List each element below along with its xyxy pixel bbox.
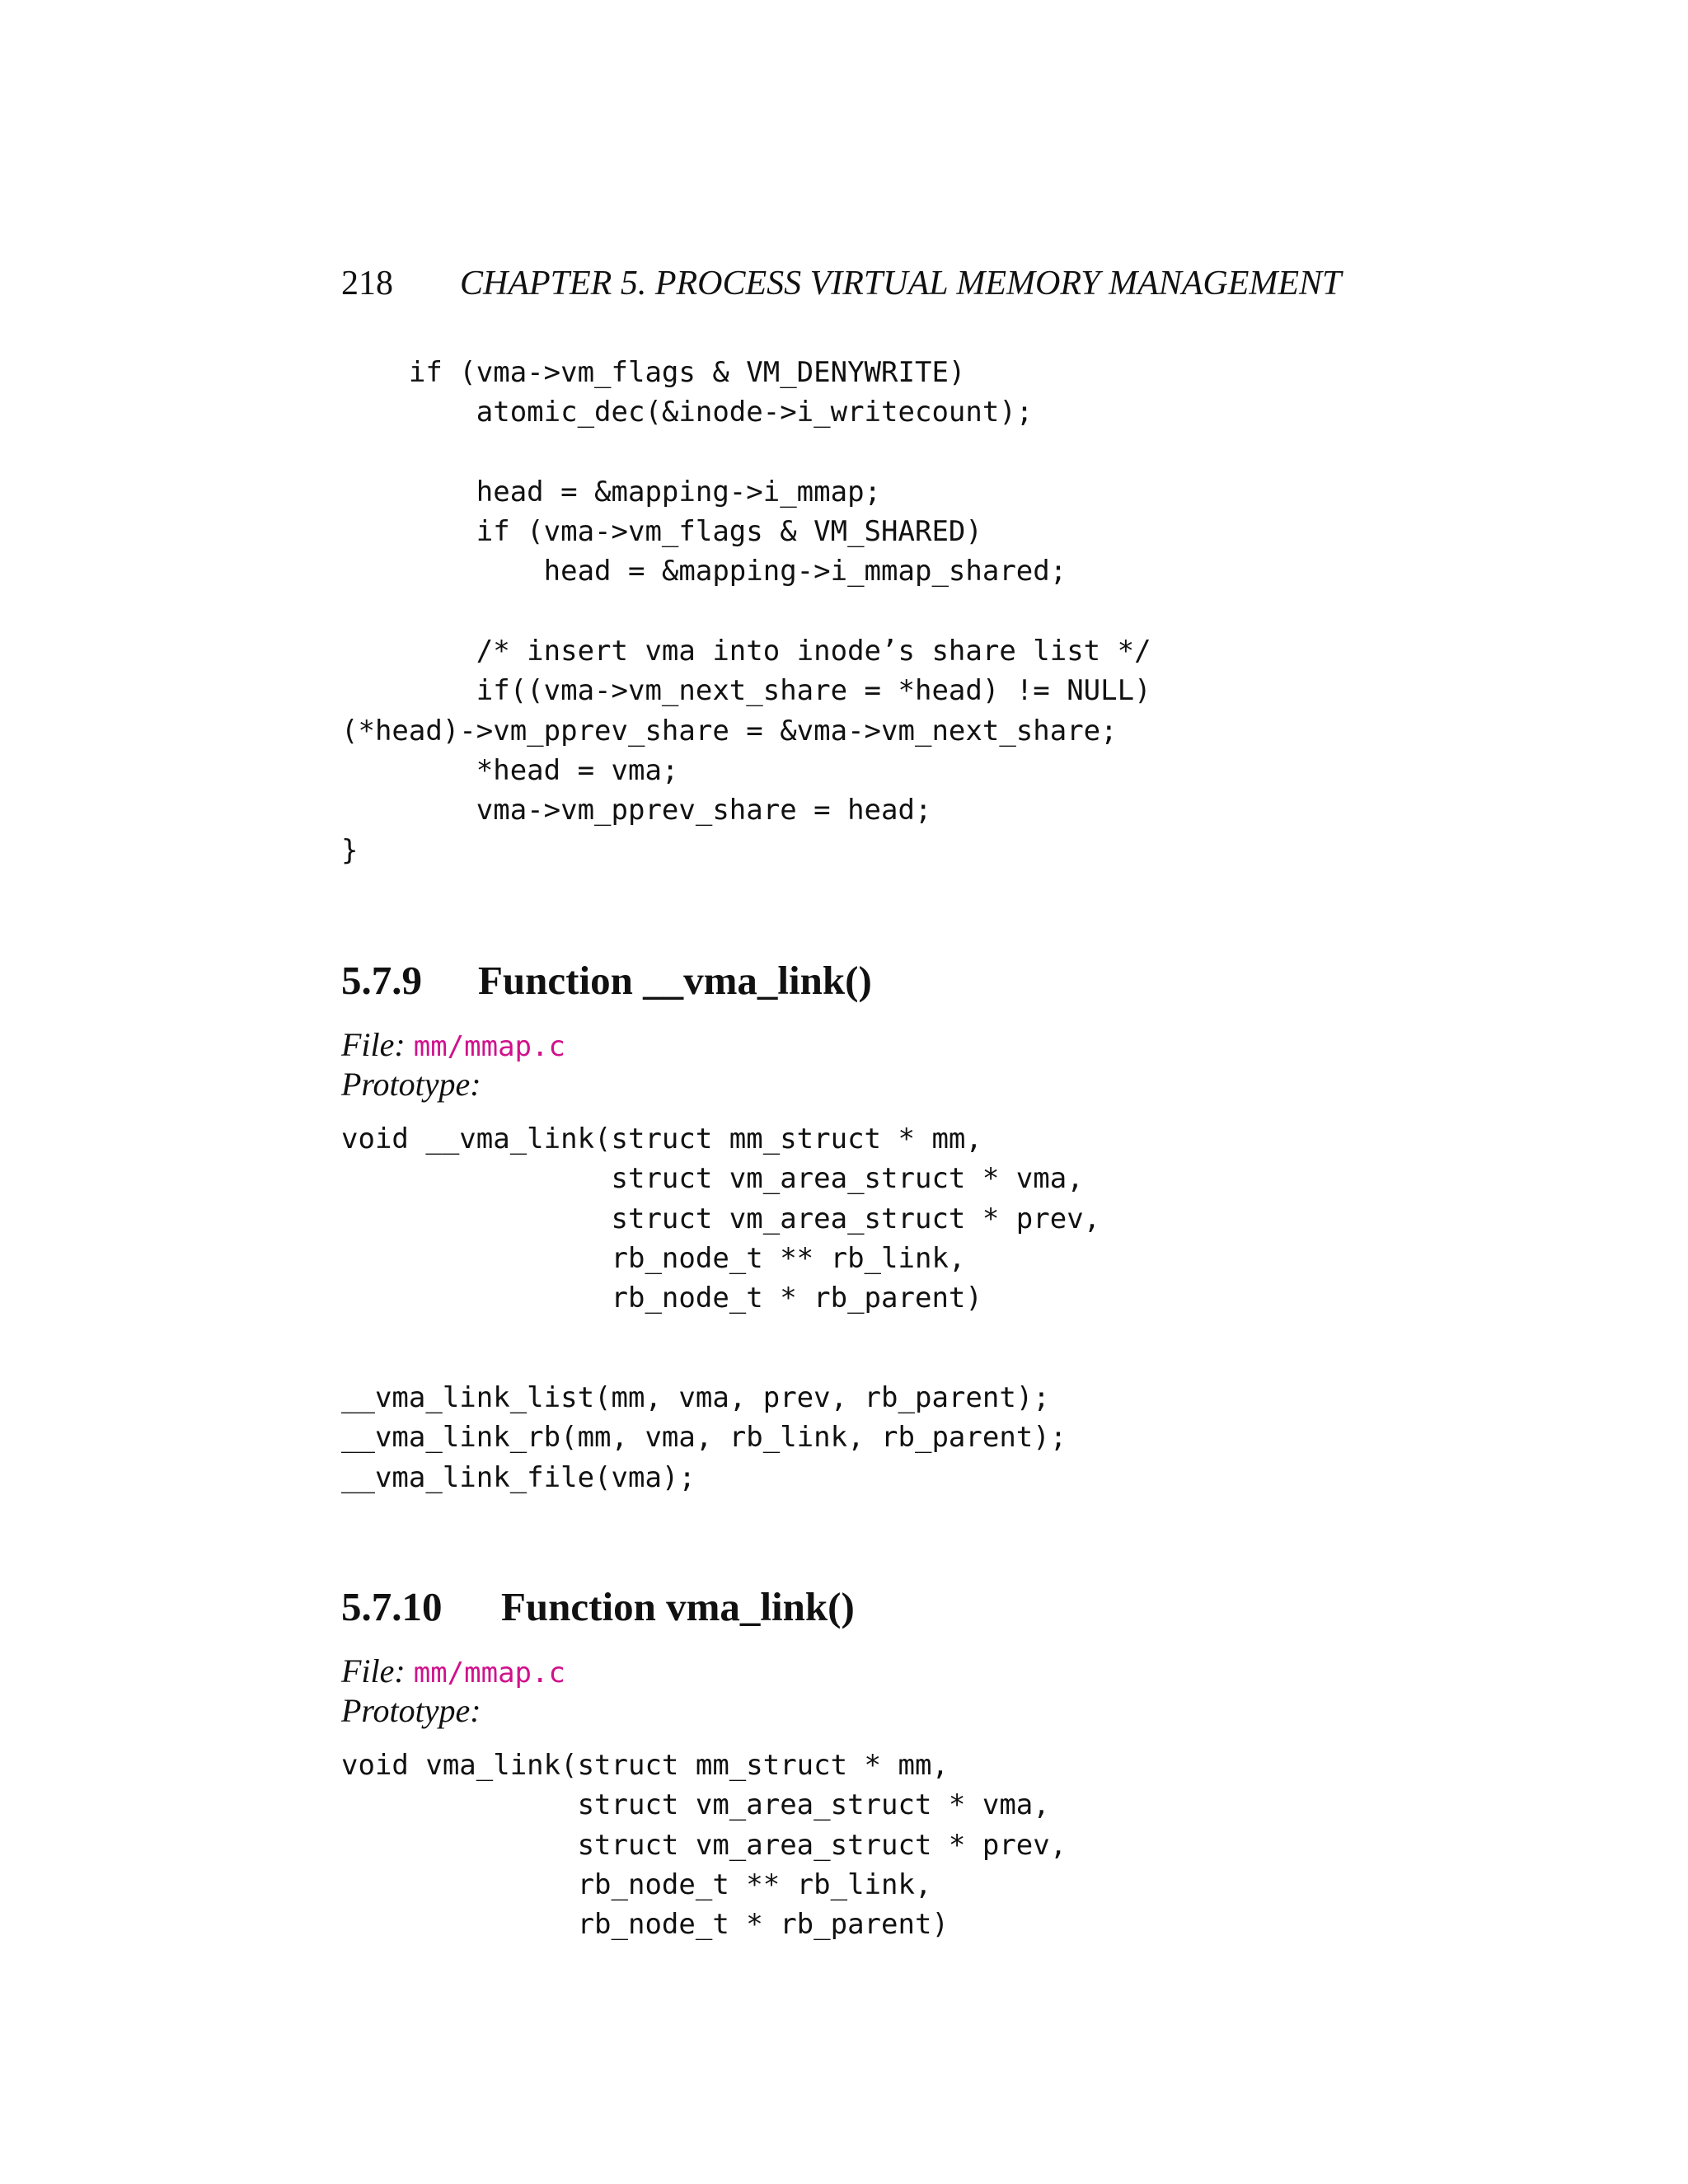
file-line-579 (341, 1025, 565, 1066)
prototype-code-5710: void vma_link(struct mm_struct * mm, struct vm_area_struct * vma, struct vm_area_struct * prev, rb_node_t ** rb_link, rb_node_t * rb_parent) (341, 1749, 1067, 1942)
section-heading-5710 (341, 1582, 855, 1632)
section-heading-579 (341, 956, 872, 1005)
section-title: Function __vma_link() (478, 958, 872, 1003)
running-header: CHAPTER 5. PROCESS VIRTUAL MEMORY MANAGEMENT (460, 265, 1342, 302)
file-line-5710 (341, 1652, 565, 1693)
section-number: 5.7.10 (341, 1584, 443, 1629)
file-path-link[interactable]: mm/mmap.c (413, 1657, 565, 1690)
file-label: File: (341, 1026, 406, 1063)
section-number: 5.7.9 (341, 958, 422, 1003)
prototype-label-5710: Prototype: (341, 1692, 481, 1729)
file-path-link[interactable]: mm/mmap.c (413, 1030, 565, 1063)
prototype-code-579: void __vma_link(struct mm_struct * mm, struct vm_area_struct * vma, struct vm_area_struct * prev, rb_node_t ** rb_link, rb_node_t * rb_parent) (341, 1122, 1101, 1315)
section-title: Function vma_link() (501, 1584, 855, 1629)
code-block-continuation: if (vma->vm_flags & VM_DENYWRITE) atomic_dec(&inode->i_writecount); head = &mapping->i_mmap; if (vma->vm_flags & VM_SHARED) head = &mapping->i_mmap_shared; /* insert vma into inode’s share list */ if((vma->vm_next_share = *head) != NULL) (*head)->vm_pprev_share = &vma->vm_next_share; *head = vma; vma->vm_pprev_share = head; } (341, 356, 1151, 867)
prototype-label-579: Prototype: (341, 1066, 481, 1103)
body-code-579: __vma_link_list(mm, vma, prev, rb_parent); __vma_link_rb(mm, vma, rb_link, rb_parent); __vma_link_file(vma); (341, 1381, 1067, 1494)
page-number: 218 (341, 265, 393, 302)
file-label: File: (341, 1652, 406, 1690)
